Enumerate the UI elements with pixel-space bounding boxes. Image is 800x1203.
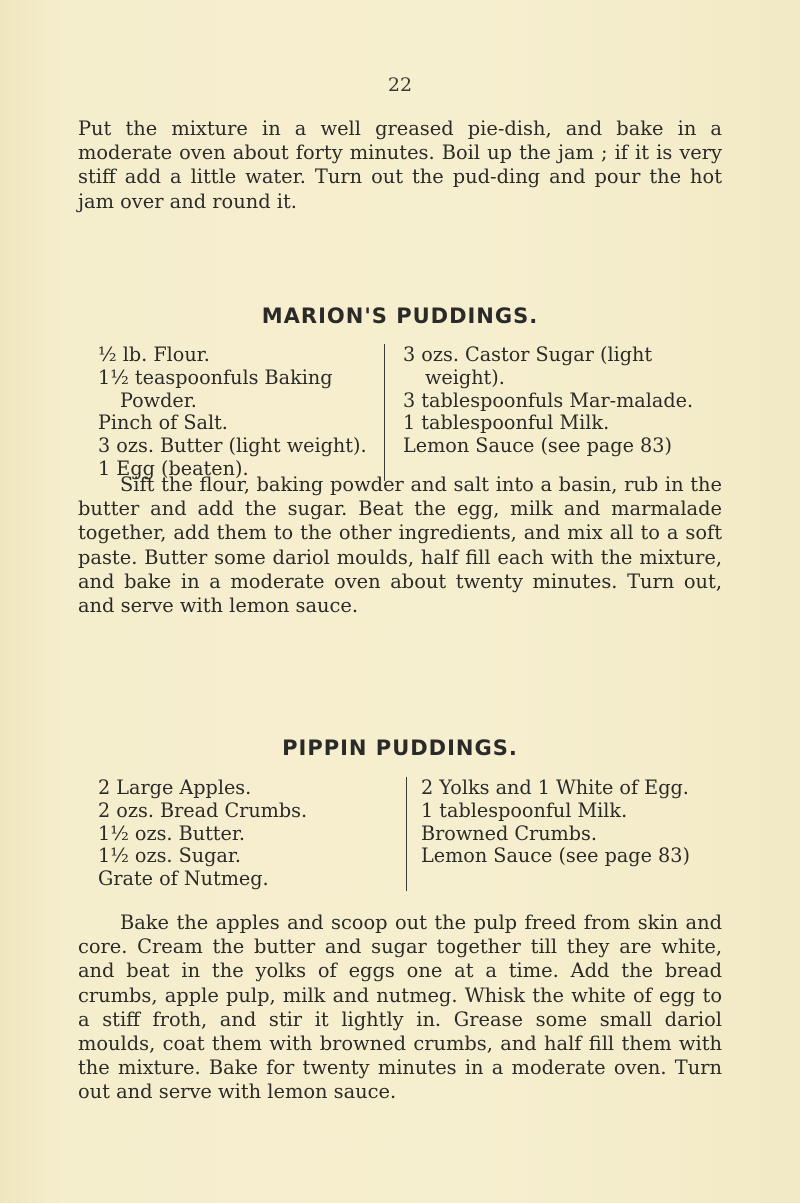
ingredient-item: 2 Yolks and 1 White of Egg. [421, 776, 689, 799]
ingredients-column-left [98, 344, 384, 481]
ingredients-column-left [98, 777, 406, 891]
ingredients-column-right [406, 777, 718, 891]
ingredient-item: 3 ozs. Castor Sugar (light weight). [403, 343, 653, 389]
ingredients-list [98, 777, 718, 891]
ingredient-item: 3 tablespoonfuls Mar-malade. [403, 388, 694, 412]
ingredient-item: 3 ozs. Butter (light weight). [98, 434, 367, 458]
ingredient-item: Lemon Sauce (see page 83) [421, 844, 690, 868]
recipe-title: MARION'S PUDDINGS. [261, 304, 539, 328]
recipe-method: Bake the apples and scoop out the pulp freed from skin and core. Cream the butter and sugar together till they are white, and beat in the yolks of eggs one at a time. Add the bread crumbs, apple pulp, milk and nutmeg. Whisk the white of egg to a stiff froth, and stir it lightly in. Grease some small dariol moulds, coat them with browned crumbs, and half fill them with the mixture. Bake for twenty minutes in a moderate oven. Turn out and serve with lemon sauce. [78, 911, 722, 1104]
ingredient-item: Lemon Sauce (see page 83) [403, 434, 672, 458]
ingredient-item: 2 Large Apples. [98, 776, 252, 799]
ingredient-item: 1 Egg (beaten). [98, 456, 249, 480]
ingredient-item: 1 tablespoonful Milk. [421, 798, 628, 822]
ingredients-column-right [384, 344, 718, 481]
page-number: 22 [387, 74, 413, 96]
ingredient-item: 2 ozs. Bread Crumbs. [98, 798, 308, 822]
recipe-title: PIPPIN PUDDINGS. [282, 736, 518, 760]
ingredient-item: Browned Crumbs. [421, 821, 597, 845]
ingredient-item: 1½ ozs. Butter. [98, 821, 246, 845]
ingredient-item: Grate of Nutmeg. [98, 867, 269, 891]
ingredients-list [98, 344, 718, 481]
ingredient-item: 1½ teaspoonfuls Baking Powder. [98, 365, 333, 412]
ingredient-item: ½ lb. Flour. [98, 343, 210, 366]
recipe-method: Sift the flour, baking powder and salt into a basin, rub in the butter and add the sugar. Beat the egg, milk and marmalade together, add them to the other ingredients, and mix all to a soft paste. Butter some dariol moulds, half fill each with the mixture, and bake in a moderate oven about twenty minutes. Turn out, and serve with lemon sauce. [78, 473, 722, 618]
ingredient-item: 1½ ozs. Sugar. [98, 844, 241, 868]
ingredient-item: 1 tablespoonful Milk. [403, 411, 610, 435]
ingredient-item: Pinch of Salt. [98, 411, 228, 435]
intro-paragraph: Put the mixture in a well greased pie-dish, and bake in a moderate oven about forty minutes. Boil up the jam ; if it is very stiff add a little water. Turn out the pud-ding and pour the hot jam over and round it. [78, 117, 722, 213]
